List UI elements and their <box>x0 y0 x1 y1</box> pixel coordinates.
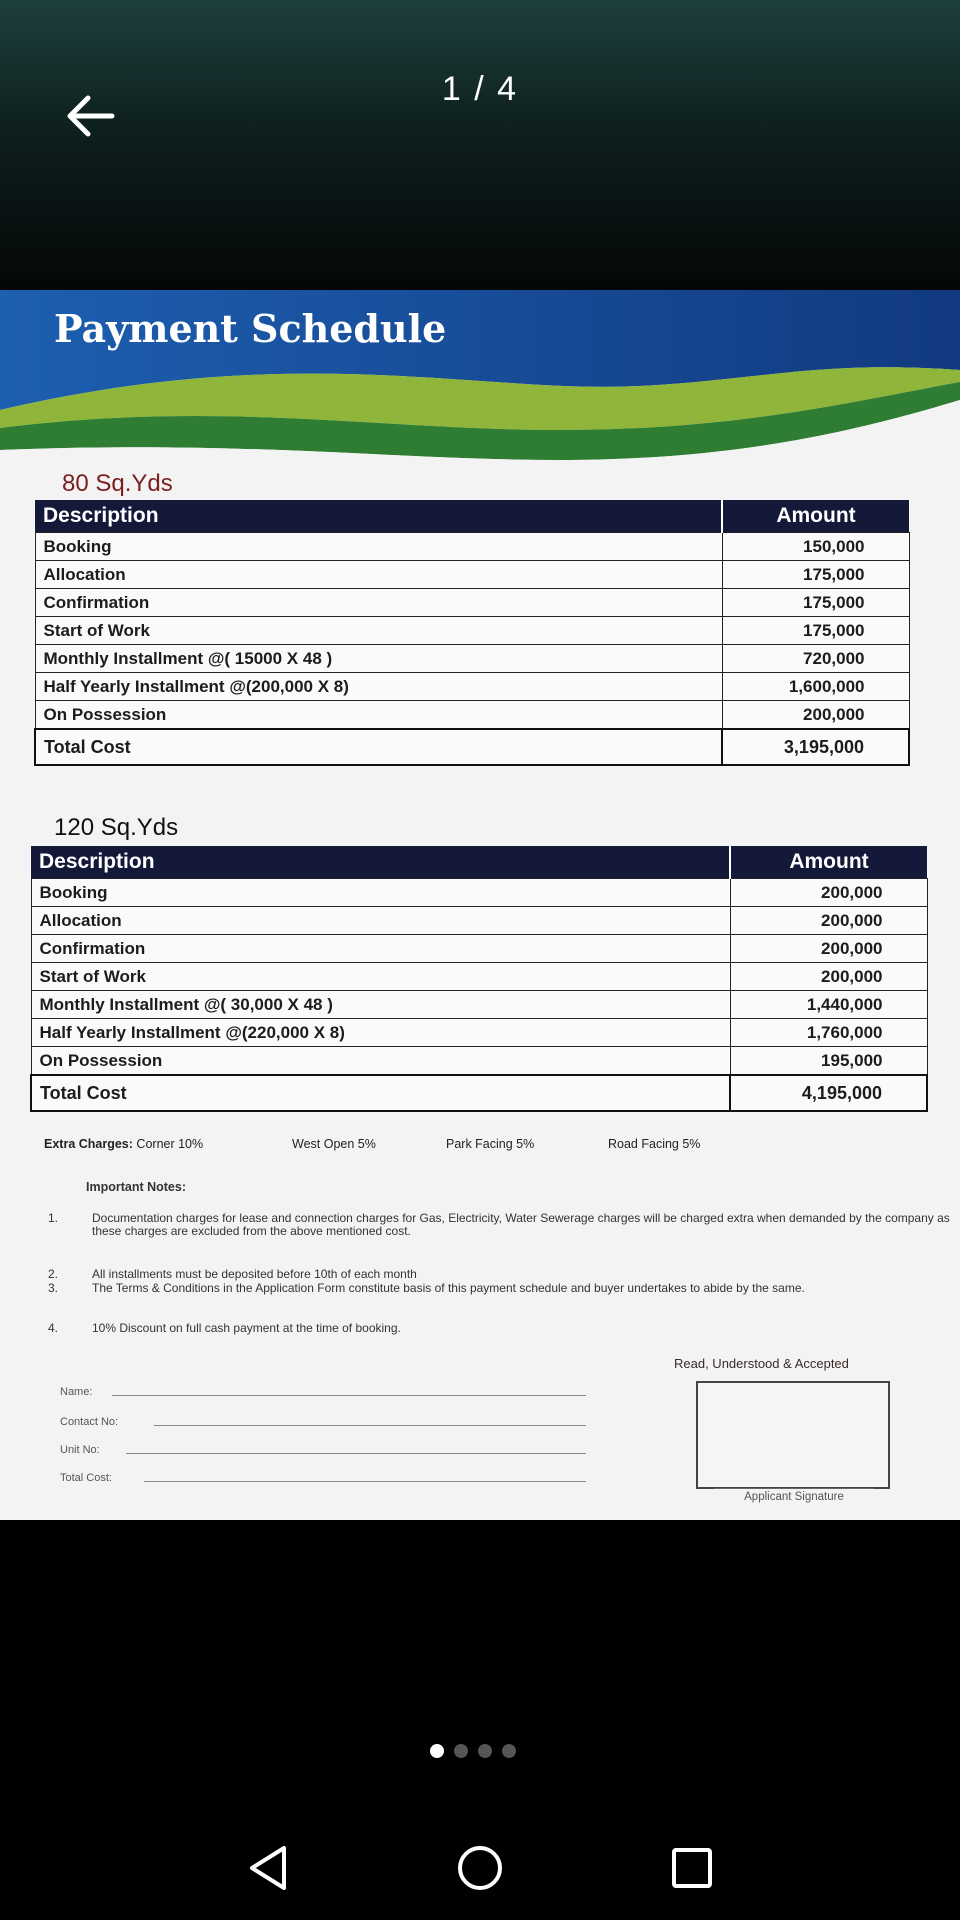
row-amount: 175,000 <box>722 561 909 589</box>
pager-dots <box>430 1744 516 1758</box>
row-description: Start of Work <box>31 963 730 991</box>
table-row <box>35 617 909 645</box>
row-description: Confirmation <box>31 935 730 963</box>
nav-home-button[interactable] <box>450 1838 510 1898</box>
pager-dot-active[interactable] <box>430 1744 444 1758</box>
row-description: Confirmation <box>35 589 722 617</box>
plan-120-label: 120 Sq.Yds <box>54 814 179 841</box>
table-row <box>35 533 909 561</box>
signature-box <box>696 1381 890 1489</box>
row-amount: 720,000 <box>722 645 909 673</box>
note-number: 4. <box>48 1321 59 1335</box>
row-amount: 200,000 <box>730 879 927 907</box>
table-row <box>31 1019 927 1047</box>
row-amount: 200,000 <box>730 907 927 935</box>
row-amount: 175,000 <box>722 617 909 645</box>
row-description: Half Yearly Installment @(220,000 X 8) <box>31 1019 730 1047</box>
table-row <box>31 935 927 963</box>
note-number: 3. <box>48 1281 59 1295</box>
name-label: Name: <box>60 1386 93 1398</box>
nav-recents-button[interactable] <box>662 1838 722 1898</box>
contact-field <box>60 1416 590 1428</box>
table-row <box>31 879 927 907</box>
signature-label: Applicant Signature <box>714 1488 874 1503</box>
west-open-charge: West Open 5% <box>292 1137 376 1151</box>
total-row <box>31 1075 927 1111</box>
row-amount: 200,000 <box>730 963 927 991</box>
table-row <box>31 1047 927 1076</box>
table-row <box>35 589 909 617</box>
notes-title: Important Notes: <box>86 1180 186 1194</box>
amount-header: Amount <box>730 846 927 879</box>
total-label: Total Cost <box>31 1075 730 1111</box>
row-description: Monthly Installment @( 15000 X 48 ) <box>35 645 722 673</box>
pager-dot[interactable] <box>478 1744 492 1758</box>
table-row <box>31 991 927 1019</box>
row-description: On Possession <box>35 701 722 730</box>
table-header-row <box>31 846 927 879</box>
row-amount: 195,000 <box>730 1047 927 1076</box>
total-label: Total Cost <box>35 729 722 765</box>
total-cost-label: Total Cost: <box>60 1472 112 1484</box>
row-description: Monthly Installment @( 30,000 X 48 ) <box>31 991 730 1019</box>
square-recents-icon <box>662 1838 722 1898</box>
row-description: Allocation <box>31 907 730 935</box>
pager-dot[interactable] <box>454 1744 468 1758</box>
table-row <box>35 561 909 589</box>
table-row <box>31 963 927 991</box>
note-text: Documentation charges for lease and connection charges for Gas, Electricity, Water Sewerage charges will be charged extra when demanded by the company as these charges are excluded from the above mentioned cost. <box>92 1211 950 1238</box>
pager-dot[interactable] <box>502 1744 516 1758</box>
nav-back-button[interactable] <box>240 1838 300 1898</box>
total-row <box>35 729 909 765</box>
document-title: Payment Schedule <box>54 306 447 351</box>
total-cost-field <box>60 1472 590 1484</box>
plan-80-label: 80 Sq.Yds <box>62 470 173 497</box>
plan-80-table <box>34 500 910 766</box>
amount-header: Amount <box>722 500 909 533</box>
total-amount: 4,195,000 <box>730 1075 927 1111</box>
name-field <box>60 1386 590 1398</box>
row-amount: 1,440,000 <box>730 991 927 1019</box>
circle-home-icon <box>450 1838 510 1898</box>
row-description: Allocation <box>35 561 722 589</box>
corner-charge: Corner 10% <box>136 1137 204 1151</box>
accept-label: Read, Understood & Accepted <box>674 1356 849 1371</box>
description-header: Description <box>31 846 730 879</box>
triangle-back-icon <box>240 1838 300 1898</box>
extra-charges <box>44 1137 700 1151</box>
row-description: Half Yearly Installment @(200,000 X 8) <box>35 673 722 701</box>
road-facing-charge: Road Facing 5% <box>608 1137 701 1151</box>
row-description: Booking <box>31 879 730 907</box>
note-text: All installments must be deposited before 10th of each month <box>92 1267 417 1281</box>
note-text: The Terms & Conditions in the Application Form constitute basis of this payment schedule and buyer undertakes to abide by the same. <box>92 1281 805 1295</box>
table-header-row <box>35 500 909 533</box>
unit-field <box>60 1444 590 1456</box>
note-text: 10% Discount on full cash payment at the time of booking. <box>92 1321 401 1335</box>
description-header: Description <box>35 500 722 533</box>
row-amount: 175,000 <box>722 589 909 617</box>
viewer-top-bar <box>0 0 960 290</box>
park-facing-charge: Park Facing 5% <box>446 1137 535 1151</box>
table-row <box>31 907 927 935</box>
unit-label: Unit No: <box>60 1444 100 1456</box>
total-amount: 3,195,000 <box>722 729 909 765</box>
row-amount: 200,000 <box>722 701 909 730</box>
row-amount: 150,000 <box>722 533 909 561</box>
table-row <box>35 701 909 730</box>
row-amount: 1,600,000 <box>722 673 909 701</box>
note-number: 2. <box>48 1267 59 1281</box>
extra-charges-label: Extra Charges: <box>44 1137 133 1151</box>
document-page[interactable] <box>0 290 960 1520</box>
row-description: Booking <box>35 533 722 561</box>
table-row <box>35 673 909 701</box>
contact-label: Contact No: <box>60 1416 119 1428</box>
row-amount: 1,760,000 <box>730 1019 927 1047</box>
row-description: Start of Work <box>35 617 722 645</box>
row-description: On Possession <box>31 1047 730 1076</box>
row-amount: 200,000 <box>730 935 927 963</box>
table-row <box>35 645 909 673</box>
page-counter: 1 / 4 <box>441 70 519 108</box>
plan-120-table <box>30 846 928 1112</box>
note-number: 1. <box>48 1211 59 1225</box>
